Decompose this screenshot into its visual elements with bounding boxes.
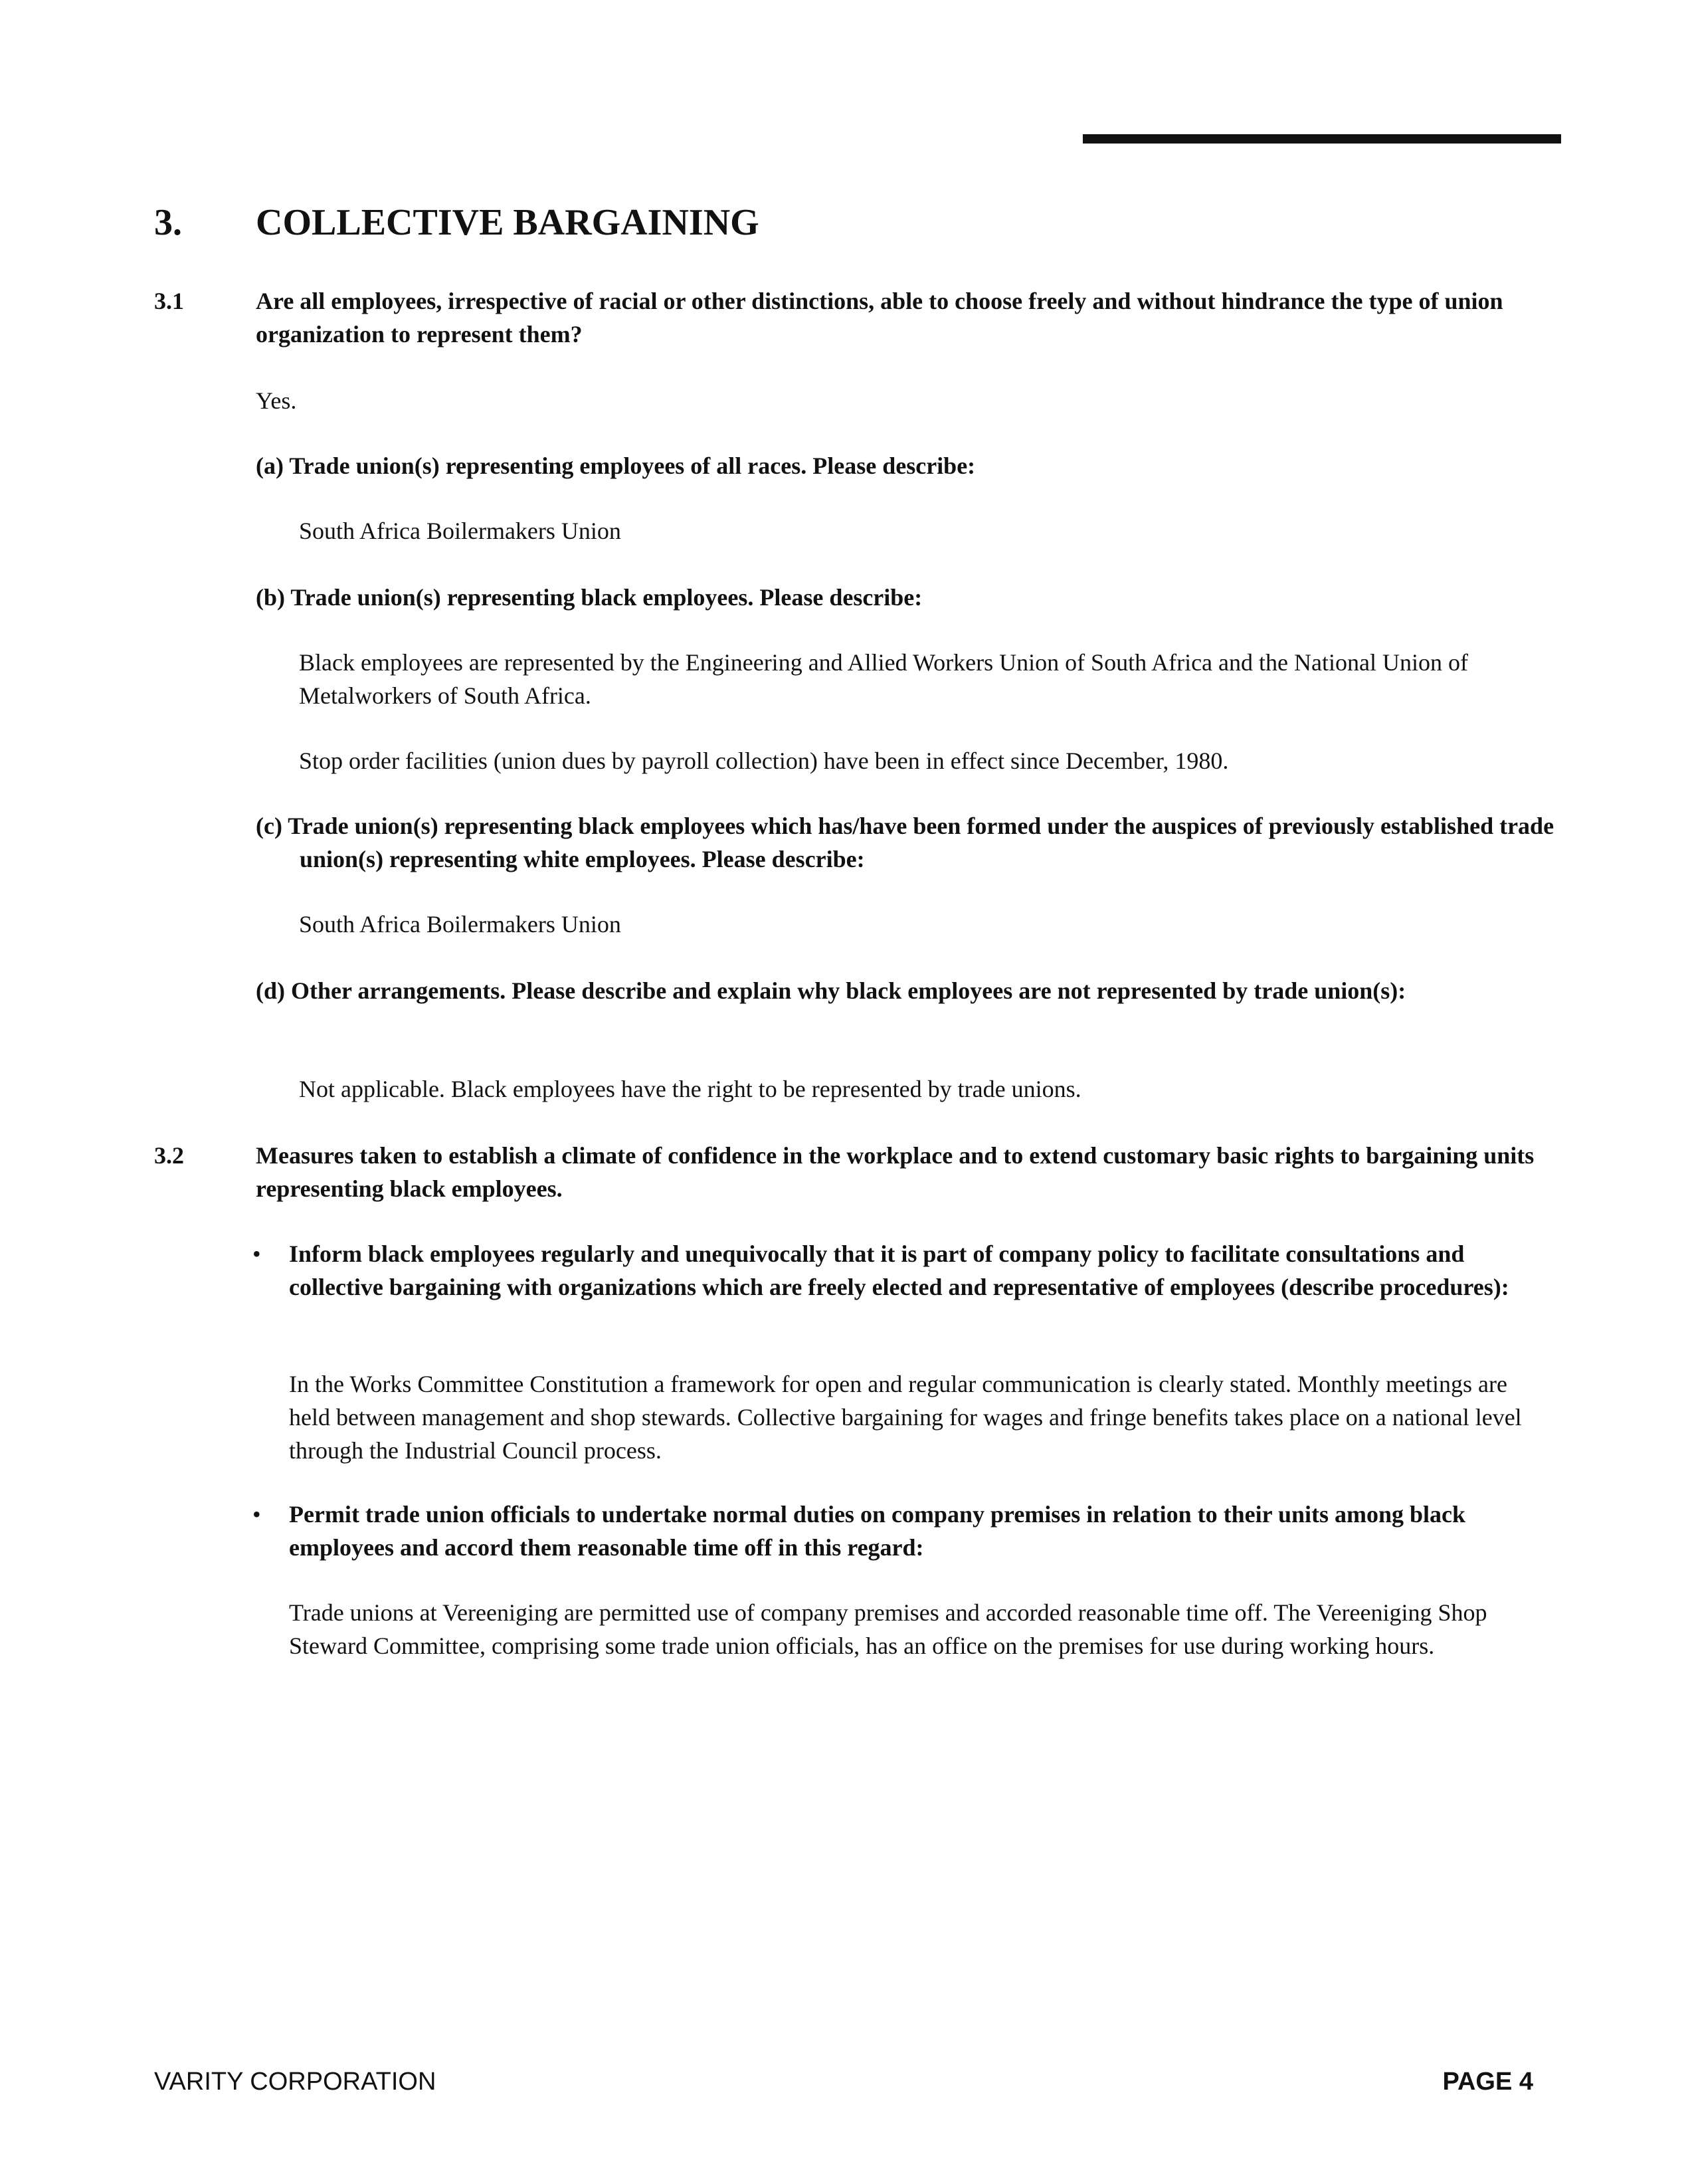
bullet-1-answer: In the Works Committee Constitution a framework for open and regular communication is clearly stated. Monthly meetings are held between management and shop stewards. Collective bargaining for wages and fringe benefits takes place on a national level through the Industrial Council process. [289,1371,1522,1464]
item-b-answer-2: Stop order facilities (union dues by payroll collection) have been in effect since December, 1980. [299,747,1229,774]
question-3-1-number: 3.1 [154,288,184,314]
footer-company: VARITY CORPORATION [154,2068,436,2096]
top-rule [1083,134,1561,144]
bullet-icon: • [252,1241,261,1267]
question-3-1-answer: Yes. [256,387,297,414]
item-c-label: (c) Trade union(s) representing black employees which has/have been formed under the auspices of previously established trade union(s) representing white employees. Please describe: [256,813,1554,872]
item-d-answer: Not applicable. Black employees have the right to be represented by trade unions. [299,1076,1081,1102]
item-c-answer: South Africa Boilermakers Union [299,911,621,938]
question-3-2-text: Measures taken to establish a climate of confidence in the workplace and to extend customary basic rights to bargaining units representing black employees. [256,1142,1535,1202]
item-a-label: (a) Trade union(s) representing employees of all races. Please describe: [256,452,976,479]
item-a-answer: South Africa Boilermakers Union [299,518,621,544]
bullet-2-heading: Permit trade union officials to undertake normal duties on company premises in relation to their units among black employees and accord them reasonable time off in this regard: [289,1501,1466,1561]
item-b-answer-1: Black employees are represented by the Engineering and Allied Workers Union of South Africa and the National Union of Metalworkers of South Africa. [299,649,1468,709]
bullet-icon: • [252,1501,261,1528]
question-3-2-number: 3.2 [154,1142,184,1169]
item-d-label: (d) Other arrangements. Please describe and explain why black employees are not represented by trade union(s): [256,977,1406,1004]
question-3-1-text: Are all employees, irrespective of racial or other distinctions, able to choose freely and without hindrance the type of union organization to represent them? [256,288,1503,347]
bullet-2-answer: Trade unions at Vereeniging are permitted use of company premises and accorded reasonable time off. The Vereeniging Shop Steward Committee, comprising some trade union officials, has an office on the premises for use during working hours. [289,1599,1487,1659]
bullet-1-heading: Inform black employees regularly and unequivocally that it is part of company policy to facilitate consultations and collective bargaining with organizations which are freely elected and representative of employees (describe procedures): [289,1241,1509,1300]
item-b-label: (b) Trade union(s) representing black employees. Please describe: [256,584,923,611]
footer-page-number: PAGE 4 [1442,2068,1533,2096]
section-number: 3. [154,202,182,243]
section-title: COLLECTIVE BARGAINING [256,202,759,243]
